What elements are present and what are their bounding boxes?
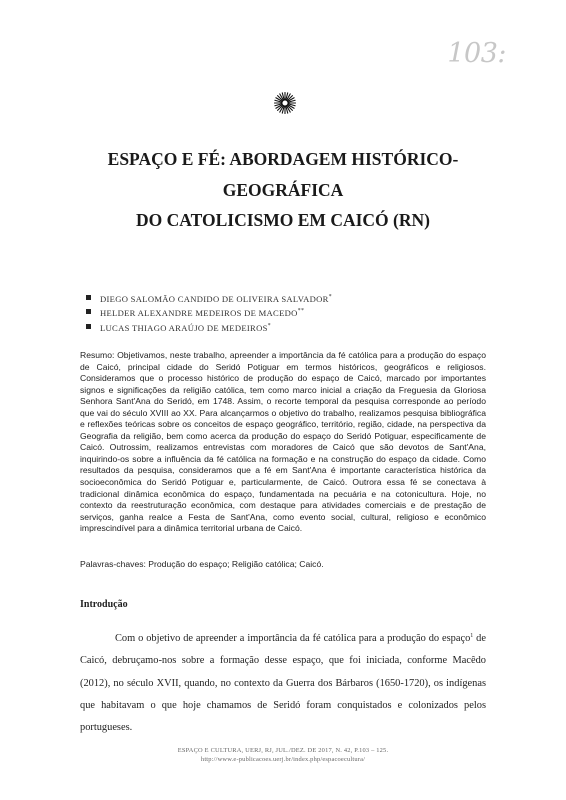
title-line: GEOGRÁFICA [222, 179, 344, 200]
title-line: DO CATOLICISMO EM CAICÓ (RN) [136, 210, 430, 230]
page-number: 103: [447, 38, 506, 69]
square-bullet-icon [86, 324, 91, 329]
author-list [86, 291, 332, 334]
paragraph-text: Com o objetivo de apreender a importância da fé católica para a produção do espaço [115, 633, 471, 644]
footnote-mark: ** [297, 308, 305, 315]
author-item [86, 291, 332, 305]
introduction-paragraph [80, 628, 486, 739]
article-title [60, 144, 506, 236]
author-name: LUCAS THIAGO ARAÚJO DE MEDEIROS [100, 322, 268, 333]
author-name: HELDER ALEXANDRE MEDEIROS DE MACEDO [100, 308, 298, 319]
footnote-mark: * [267, 322, 271, 329]
page-footer [0, 746, 566, 764]
square-bullet-icon [86, 309, 91, 314]
keywords: Palavras-chaves: Produção do espaço; Religião católica; Caicó. [80, 559, 324, 569]
author-item [86, 320, 332, 334]
square-bullet-icon [86, 295, 91, 300]
abstract: Resumo: Objetivamos, neste trabalho, apreender a importância da fé católica para a produção do espaço de Caicó, principal cidade do Seridó Potiguar em termos históricos, geográficos e religiosos. Consideramos que o processo histórico de produção do espaço de Caicó, marcado por importantes signos e significações da religião católica, tem como marco inicial a criação da Freguesia da Gloriosa Senhora Sant'Ana do Seridó, em 1748. Assim, o recorte temporal da pesquisa corresponde ao período que vai do século XVIII ao XX. Para alcançarmos o objetivo do trabalho, realizamos pesquisa bibliográfica e reflexões teóricas sobre os conceitos de espaço geográfico, território, região, cidade, na perspectiva da Geografia da religião, bem como acerca da produção do espaço do Seridó Potiguar, especificamente de Caicó. Outrossim, realizamos entrevistas com moradores de Caicó que são devotos de Sant'Ana, inquirindo-os sobre a influência da fé católica na formação e na construção do espaço da cidade. Como resultados da pesquisa, consideramos que a fé em Sant'Ana é importante característica histórica da socioeconômica do Seridó Potiguar e, particularmente, de Caicó. Outrora essa fé se conectava à tradicional dinâmica econômica do espaço, fundamentada na pecuária e na cotonicultura. Hoje, no contexto da reestruturação econômica, com destaque para atividades comerciais e de prestação de serviços, ganha realce a Festa de Sant'Ana, como evento social, cultural, religioso e econômico imprescindível para a dinâmica territorial urbana de Caicó. [80, 350, 486, 534]
starburst-ornament-icon [274, 92, 296, 114]
section-heading-introduction: Introdução [80, 599, 128, 610]
journal-url[interactable]: http://www.e-publicacoes.uerj.br/index.php/espacoecultura/ [200, 756, 366, 763]
journal-citation: ESPAÇO E CULTURA, UERJ, RJ, JUL./DEZ. DE 2017, N. 42, P.103 – 125. [177, 747, 389, 754]
footnote-mark: * [328, 294, 332, 300]
author-name: DIEGO SALOMÃO CANDIDO DE OLIVEIRA SALVADOR [100, 293, 329, 304]
title-line: ESPAÇO E FÉ: ABORDAGEM HISTÓRICO- [107, 149, 459, 169]
author-item [86, 305, 332, 319]
paragraph-text: de Caicó, debruçamo-nos sobre a formação desse espaço, que foi iniciada, conforme Macêdo (2012), no século XVII, quando, no contexto da Guerra dos Bárbaros (1650-1720), os indígenas que habitavam o que hoje chamamos de Seridó foram conquistados e colonizados pelos portugueses. [80, 633, 486, 734]
footnote-reference[interactable]: 1 [470, 633, 474, 639]
